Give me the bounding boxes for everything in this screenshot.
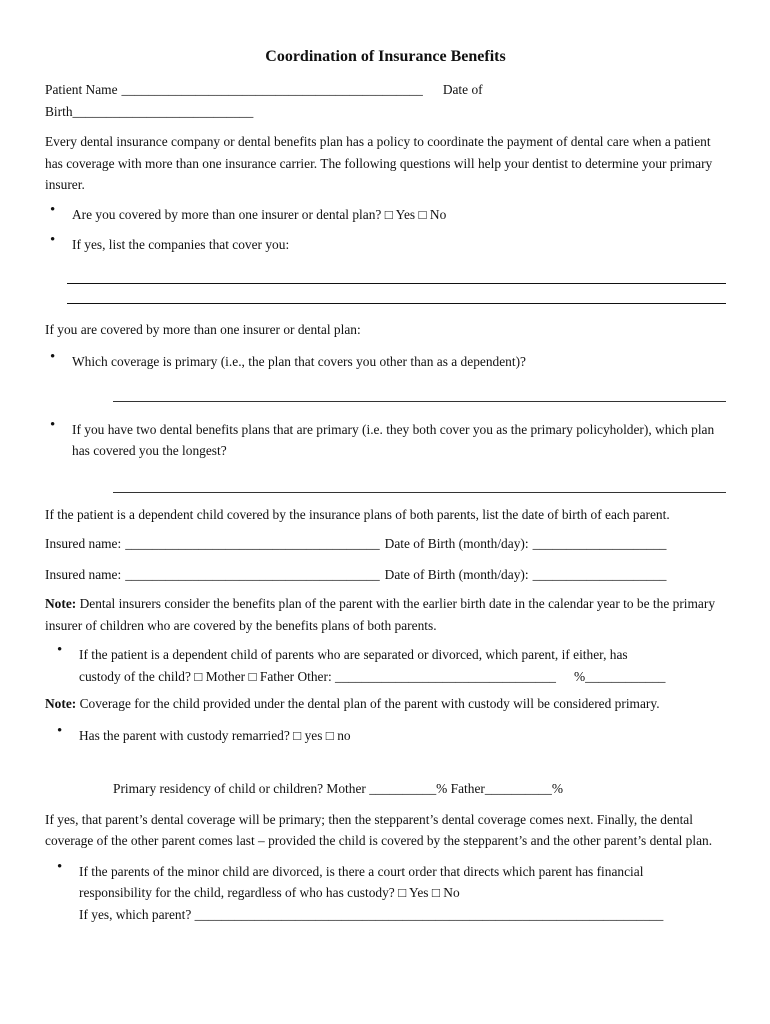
insured-name-label: Insured name: (45, 536, 122, 551)
insured-name-label: Insured name: (45, 566, 122, 582)
patient-name-row (45, 79, 726, 101)
note-label: Note: (45, 596, 77, 611)
question-custody-line-1: If the patient is a dependent child of parents who are separated or divorced, which parent, if either, has (79, 647, 628, 662)
insured-dob-label: Date of Birth (month/day): (384, 536, 529, 551)
question-primary-coverage-text: Which coverage is primary (i.e., the plan that covers you other than as a dependent)? (72, 354, 526, 369)
insured-name-field-2[interactable]: ______________________________________ (125, 566, 380, 582)
primary-residency-row[interactable]: Primary residency of child or children? Mother __________% Father__________% (113, 781, 563, 796)
bullet-icon: • (50, 349, 56, 365)
companies-answer-line-2[interactable] (67, 303, 726, 304)
question-list-companies (45, 234, 726, 256)
insured-name-field-1[interactable]: ______________________________________ (125, 536, 380, 551)
question-longest-coverage-text: If you have two dental benefits plans that are primary (i.e. they both cover you as the primary policyholder), which plan has covered you the longest? (72, 421, 715, 458)
patient-dob-field[interactable]: ___________________________ (72, 103, 254, 119)
patient-name-label: Patient Name (45, 82, 118, 97)
question-multiple-insurers-text: Are you covered by more than one insurer or dental plan? □ Yes □ No (72, 206, 447, 222)
question-list-companies-text: If yes, list the companies that cover you: (72, 237, 290, 252)
insured-dob-field-1[interactable]: ____________________ (532, 536, 667, 551)
insured-dob-field-2[interactable]: ____________________ (532, 566, 667, 582)
dependent-child-paragraph: If the patient is a dependent child covered by the insurance plans of both parents, list the date of birth of each parent. (45, 506, 670, 522)
note-birthday-rule (45, 593, 726, 636)
question-primary-coverage (45, 351, 726, 373)
custody-percent-field[interactable]: %____________ (573, 668, 666, 684)
note-custody-rule-text: Coverage for the child provided under the dental plan of the parent with custody will be considered primary. (76, 696, 660, 711)
note-label: Note: (45, 696, 77, 711)
insured-row-2 (45, 564, 726, 586)
insured-dob-label: Date of Birth (month/day): (384, 566, 529, 582)
bullet-icon: • (57, 722, 63, 739)
bullet-icon: • (50, 416, 56, 433)
bullet-icon: • (57, 642, 63, 658)
question-court-order-line-1: If the parents of the minor child are divorced, is there a court order that directs which parent has financial (79, 863, 644, 879)
question-court-order-line-2[interactable]: responsibility for the child, regardless of who has custody? □ Yes □ No (79, 885, 460, 900)
question-custody (45, 644, 726, 687)
question-multiple-insurers (45, 201, 726, 226)
patient-dob-row (45, 101, 726, 123)
companies-answer-line-1[interactable] (67, 283, 726, 284)
date-of-birth-label-part2: Birth (45, 103, 73, 119)
custody-options[interactable]: custody of the child? □ Mother □ Father Other: _________________________________ (79, 668, 556, 684)
date-of-birth-label-part1: Date of (442, 82, 483, 97)
form-title: Coordination of Insurance Benefits (265, 48, 506, 65)
bullet-icon: • (50, 232, 56, 248)
question-remarried (45, 722, 726, 747)
bullet-icon: • (57, 858, 63, 875)
note-custody-rule (45, 693, 726, 715)
stepparent-paragraph: If yes, that parent’s dental coverage will be primary; then the stepparent’s dental coverage comes next. Finally, the dental coverage of the other parent comes last – provided the child is covered by the stepparent’s and the other parent’s dental plan. (45, 811, 713, 848)
note-birthday-rule-text: Dental insurers consider the benefits plan of the parent with the earlier birth date in the calendar year to be the primary insurer of children who are covered by the benefits plans of both parents. (45, 596, 716, 633)
question-longest-coverage (45, 416, 726, 462)
longest-coverage-answer-line[interactable] (113, 492, 726, 493)
insured-row-1 (45, 533, 726, 555)
intro-paragraph: Every dental insurance company or dental benefits plan has a policy to coordinate the payment of dental care when a patient has coverage with more than one insurance carrier. The following questions will help your dentist to determine your primary insurer. (45, 134, 713, 192)
primary-coverage-answer-line[interactable] (113, 401, 726, 402)
which-parent-field[interactable]: If yes, which parent? ______________________________________________________________________ (79, 906, 664, 922)
question-custody-line-2 (79, 666, 726, 688)
patient-name-field[interactable]: _____________________________________________ (121, 82, 423, 97)
question-court-order (45, 858, 726, 926)
multiple-coverage-heading: If you are covered by more than one insurer or dental plan: (45, 321, 361, 337)
bullet-icon: • (50, 201, 56, 218)
question-remarried-text[interactable]: Has the parent with custody remarried? □ yes □ no (79, 727, 351, 743)
